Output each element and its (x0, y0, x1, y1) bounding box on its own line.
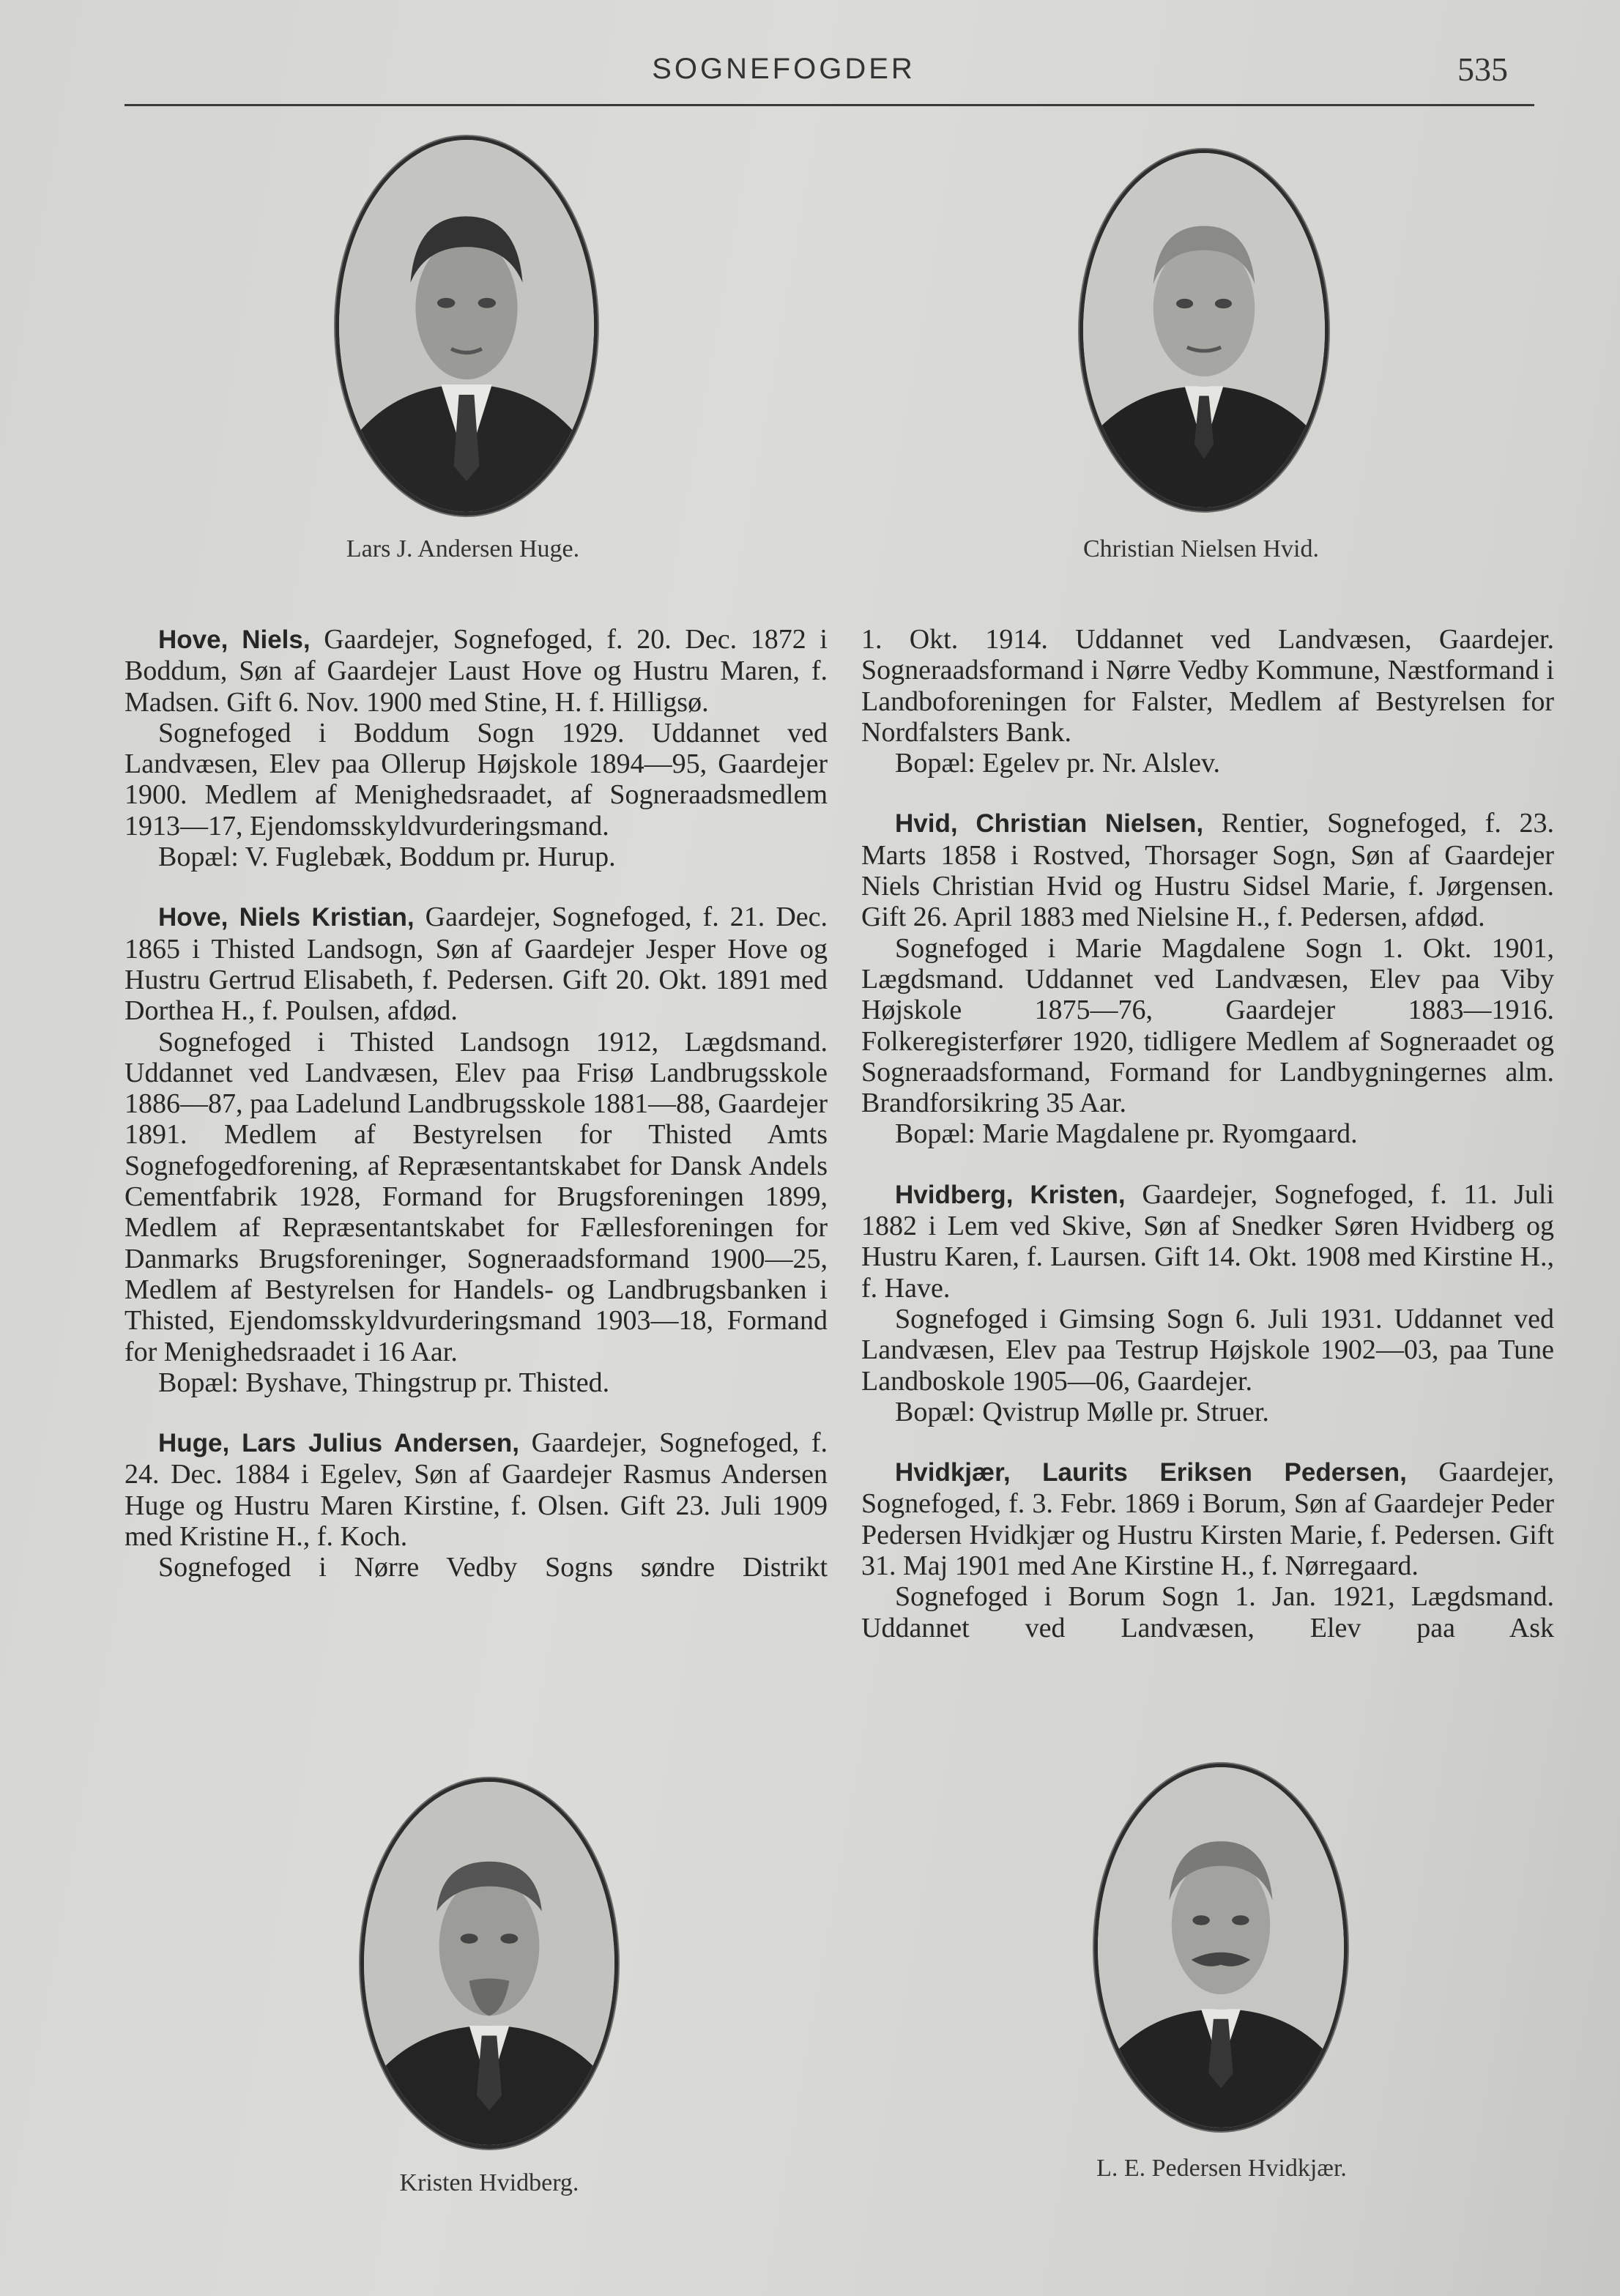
entry-hvidberg-kristen: Hvidberg, Kristen, Gaardejer, Sognefoged, f. 11. Juli 1882 i Lem ved Skive, Søn af Snedker Søren Hvidberg og Hustru Karen, f. Laursen. Gift 14. Okt. 1908 med Kirstine H., f. Have. (861, 1178, 1554, 1304)
entry-address: Bopæl: V. Fuglebæk, Boddum pr. Hurup. (158, 842, 616, 873)
caption-lauritz-hvidkjaer: L. E. Pedersen Hvidkjær. (1096, 2155, 1347, 2182)
entry-name: Hvidkjær, Laurits Eriksen Pedersen, (895, 1458, 1407, 1487)
entry-name: Hvidberg, Kristen, (895, 1180, 1126, 1209)
entry-address: Bopæl: Qvistrup Mølle pr. Struer. (895, 1396, 1269, 1427)
caption-christian-hvid: Christian Nielsen Hvid. (1082, 535, 1320, 562)
entry-continued: 1. Okt. 1914. Uddannet ved Landvæsen, Gaardejer. Sogneraadsformand i Nørre Vedby Kommune, Næstformand i Landboforeningen for Falster, Medlem af Bestyrelsen for Nordfalsters Bank. (861, 624, 1554, 748)
entry-hvidkjaer-laurits: Hvidkjær, Laurits Eriksen Pedersen, Gaardejer, Sognefoged, f. 3. Febr. 1869 i Borum, Søn af Gaardejer Peder Pedersen Hvidkjær og Hustru Kirsten Marie, f. Pedersen. Gift 31. Maj 1901 med Ane Kirstine H., f. Nørregaard. (861, 1457, 1554, 1582)
entry-name: Hove, Niels Kristian, (158, 903, 415, 932)
page-number: 535 (1457, 51, 1508, 88)
entry-address: Bopæl: Marie Magdalene pr. Ryomgaard. (895, 1118, 1358, 1150)
portrait-christian-hvid (1080, 149, 1329, 511)
running-title: SOGNEFOGDER (652, 53, 915, 85)
entry-huge-lars: Huge, Lars Julius Andersen, Gaardejer, Sognefoged, f. 24. Dec. 1884 i Egelev, Søn af Gaardejer Rasmus Andersen Huge og Hustru Maren Kirstine, f. Olsen. Gift 23. Juli 1909 med Kristine H., f. Koch. (125, 1427, 828, 1553)
entry-name: Hove, Niels, (158, 625, 311, 654)
entry-career: Sognefoged i Borum Sogn 1. Jan. 1921, Lægdsmand. Uddannet ved Landvæsen, Elev paa Ask (861, 1581, 1554, 1643)
portrait-lars-huge (335, 136, 598, 516)
entry-hvid-christian: Hvid, Christian Nielsen, Rentier, Sognefoged, f. 23. Marts 1858 i Rostved, Thorsager Sogn, Søn af Gaardejer Niels Christian Hvid og Hustru Sidsel Marie, f. Jørgensen. Gift 26. April 1883 med Nielsine H., f. Pedersen, afdød. (861, 808, 1554, 933)
entry-career: Sognefoged i Marie Magdalene Sogn 1. Okt. 1901, Lægdsmand. Uddannet ved Landvæsen, Elev paa Viby Højskole 1875—76, Gaardejer 1883—1916. Folkeregisterfører 1920, tidligere Medlem af Sogneraadet og Sogneraadsformand, Formand for Landbygningernes alm. Brandforsikring 35 Aar. (861, 932, 1554, 1119)
entry-address: Bopæl: Byshave, Thingstrup pr. Thisted. (158, 1367, 610, 1398)
entry-career: Sognefoged i Nørre Vedby Sogns søndre Distrikt (158, 1552, 828, 1583)
entry-career: Sognefoged i Thisted Landsogn 1912, Lægdsmand. Uddannet ved Landvæsen, Elev paa Frisø Landbrugsskole 1886—87, paa Ladelund Landbrugsskole 1881—88, Gaardejer 1891. Medlem af Bestyrelsen for Thisted Amts Sognefogedforening, af Repræsentantskabet for Dansk Andels Cementfabrik 1928, Formand for Brugsforeningen 1899, Medlem af Repræsentantskabet for Fællesforeningen for Danmarks Brugsforeninger, Sogneraadsformand 1900—25, Medlem af Bestyrelsen for Handels- og Landbrugsbanken i Thisted, Ejendomsskyldvurderingsmand 1903—18, Formand for Menighedsraadet i 16 Aar. (125, 1026, 828, 1367)
portrait-lauritz-hvidkjaer (1094, 1764, 1348, 2131)
entry-career: Sognefoged i Boddum Sogn 1929. Uddannet ved Landvæsen, Elev paa Ollerup Højskole 1894—95, Gaardejer 1900. Medlem af Menighedsraadet, af Sogneraadsmedlem 1913—17, Ejendomsskyldvurderingsmand. (125, 717, 828, 842)
right-column (861, 624, 1554, 1643)
portrait-kristen-hvidberg (360, 1778, 618, 2149)
entry-career: Sognefoged i Gimsing Sogn 6. Juli 1931. Uddannet ved Landvæsen, Elev paa Testrup Højskole 1902—03, paa Tune Landboskole 1905—06, Gaardejer. (861, 1303, 1554, 1397)
entry-hove-niels-kristian: Hove, Niels Kristian, Gaardejer, Sognefoged, f. 21. Dec. 1865 i Thisted Landsogn, Søn af Gaardejer Jesper Hove og Hustru Gertrud Elisabeth, f. Pedersen. Gift 20. Okt. 1891 med Dorthea H., f. Poulsen, afdød. (125, 902, 828, 1027)
caption-kristen-hvidberg: Kristen Hvidberg. (399, 2169, 579, 2196)
entry-name: Hvid, Christian Nielsen, (895, 809, 1204, 839)
entry-hove-niels: Hove, Niels, Gaardejer, Sognefoged, f. 20. Dec. 1872 i Boddum, Søn af Gaardejer Laust Hove og Hustru Maren, f. Madsen. Gift 6. Nov. 1900 med Stine, H. f. Hilligsø. (125, 624, 828, 718)
entry-address: Bopæl: Egelev pr. Nr. Alslev. (895, 748, 1221, 779)
left-column (125, 624, 828, 1583)
caption-lars-huge: Lars J. Andersen Huge. (346, 535, 580, 562)
entry-name: Huge, Lars Julius Andersen, (158, 1429, 519, 1458)
header-rule (125, 104, 1534, 106)
